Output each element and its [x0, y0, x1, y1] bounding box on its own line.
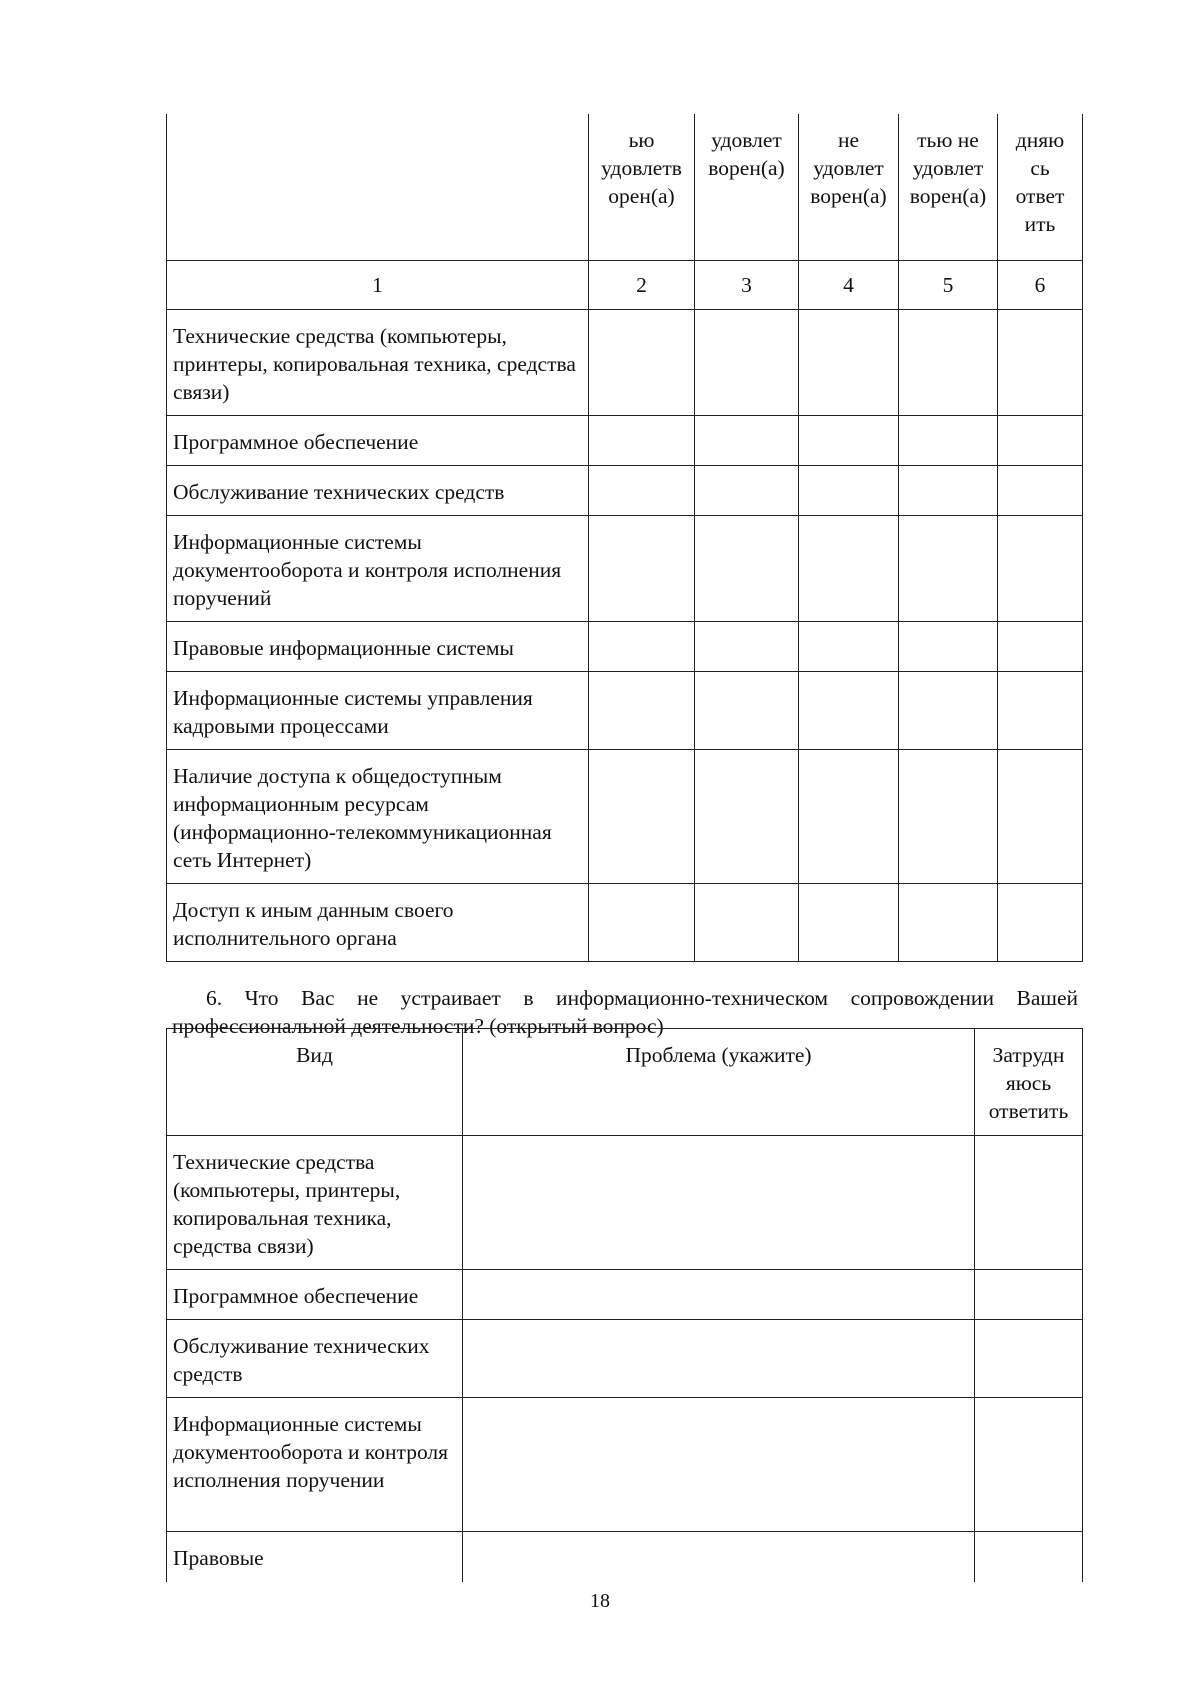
- header-cell-1: [167, 114, 589, 261]
- table-row: [167, 1532, 1083, 1582]
- table-row: [167, 1270, 1083, 1320]
- table-row: [167, 884, 1083, 962]
- answer-cell[interactable]: [695, 672, 799, 750]
- header-cell-3: удовлет ворен(а): [695, 114, 799, 261]
- answer-cell[interactable]: [799, 622, 899, 672]
- answer-cell[interactable]: [899, 416, 998, 466]
- table-row: [167, 416, 1083, 466]
- problem-input-cell[interactable]: [463, 1320, 975, 1398]
- difficult-cell[interactable]: [975, 1532, 1083, 1582]
- answer-cell[interactable]: [899, 466, 998, 516]
- answer-cell[interactable]: [695, 310, 799, 416]
- answer-cell[interactable]: [799, 516, 899, 622]
- row-label: Информационные системы управления кадровыми процессами: [167, 672, 589, 750]
- problem-input-cell[interactable]: [463, 1532, 975, 1582]
- header-cell-difficult: Затрудн яюсь ответить: [975, 1029, 1083, 1136]
- row-label: Правовые: [167, 1532, 463, 1582]
- answer-cell[interactable]: [899, 310, 998, 416]
- row-label: Технические средства (компьютеры, принтеры, копировальная техника, средства связи): [167, 310, 589, 416]
- answer-cell[interactable]: [998, 466, 1083, 516]
- table-row: [167, 516, 1083, 622]
- header-cell-6: дняю сь ответ ить: [998, 114, 1083, 261]
- answer-cell[interactable]: [799, 672, 899, 750]
- table-row: [167, 1320, 1083, 1398]
- answer-cell[interactable]: [695, 516, 799, 622]
- answer-cell[interactable]: [799, 884, 899, 962]
- table-header-row: [167, 114, 1083, 261]
- column-number: 3: [695, 261, 799, 310]
- column-number: 2: [589, 261, 695, 310]
- row-label: Обслуживание технических средств: [167, 1320, 463, 1398]
- column-number: 4: [799, 261, 899, 310]
- table-header-row: [167, 1029, 1083, 1136]
- answer-cell[interactable]: [695, 884, 799, 962]
- answer-cell[interactable]: [998, 750, 1083, 884]
- answer-cell[interactable]: [695, 416, 799, 466]
- row-label: Информационные системы документооборота и контроля исполнения поручений: [167, 516, 589, 622]
- answer-cell[interactable]: [799, 416, 899, 466]
- column-number-row: [167, 261, 1083, 310]
- answer-cell[interactable]: [799, 466, 899, 516]
- problem-input-cell[interactable]: [463, 1270, 975, 1320]
- answer-cell[interactable]: [998, 416, 1083, 466]
- problem-input-cell[interactable]: [463, 1398, 975, 1532]
- answer-cell[interactable]: [998, 672, 1083, 750]
- row-label: Программное обеспечение: [167, 416, 589, 466]
- answer-cell[interactable]: [589, 672, 695, 750]
- answer-cell[interactable]: [695, 622, 799, 672]
- column-number: 5: [899, 261, 998, 310]
- row-label: Технические средства (компьютеры, принтеры, копировальная техника, средства связи): [167, 1136, 463, 1270]
- answer-cell[interactable]: [998, 884, 1083, 962]
- table-row: [167, 672, 1083, 750]
- answer-cell[interactable]: [899, 622, 998, 672]
- row-label: Доступ к иным данным своего исполнительного органа: [167, 884, 589, 962]
- answer-cell[interactable]: [695, 466, 799, 516]
- answer-cell[interactable]: [589, 416, 695, 466]
- answer-cell[interactable]: [695, 750, 799, 884]
- header-cell-type: Вид: [167, 1029, 463, 1136]
- column-number: 1: [167, 261, 589, 310]
- table-row: [167, 466, 1083, 516]
- answer-cell[interactable]: [998, 516, 1083, 622]
- answer-cell[interactable]: [899, 750, 998, 884]
- difficult-cell[interactable]: [975, 1270, 1083, 1320]
- answer-cell[interactable]: [589, 516, 695, 622]
- column-number: 6: [998, 261, 1083, 310]
- answer-cell[interactable]: [589, 310, 695, 416]
- difficult-cell[interactable]: [975, 1136, 1083, 1270]
- header-cell-problem: Проблема (укажите): [463, 1029, 975, 1136]
- row-label: Программное обеспечение: [167, 1270, 463, 1320]
- answer-cell[interactable]: [899, 516, 998, 622]
- table-row: [167, 622, 1083, 672]
- question-6-text: 6. Что Вас не устраивает в информационно-техническом сопровождении Вашей профессиональной деятельности? (открытый вопрос): [172, 985, 1078, 1038]
- answer-cell[interactable]: [589, 466, 695, 516]
- row-label: Обслуживание технических средств: [167, 466, 589, 516]
- table-row: [167, 1136, 1083, 1270]
- page-number: 18: [590, 1590, 610, 1612]
- answer-cell[interactable]: [998, 622, 1083, 672]
- table-row: [167, 750, 1083, 884]
- header-cell-5: тью не удовлет ворен(а): [899, 114, 998, 261]
- header-cell-2: ью удовлетв орен(а): [589, 114, 695, 261]
- answer-cell[interactable]: [799, 750, 899, 884]
- header-cell-4: не удовлет ворен(а): [799, 114, 899, 261]
- answer-cell[interactable]: [589, 884, 695, 962]
- difficult-cell[interactable]: [975, 1398, 1083, 1532]
- answer-cell[interactable]: [589, 622, 695, 672]
- problem-input-cell[interactable]: [463, 1136, 975, 1270]
- answer-cell[interactable]: [589, 750, 695, 884]
- answer-cell[interactable]: [799, 310, 899, 416]
- difficult-cell[interactable]: [975, 1320, 1083, 1398]
- answer-cell[interactable]: [899, 672, 998, 750]
- answer-cell[interactable]: [998, 310, 1083, 416]
- problems-table: [166, 1028, 1083, 1582]
- table-row: [167, 310, 1083, 416]
- answer-cell[interactable]: [899, 884, 998, 962]
- row-label: Наличие доступа к общедоступным информационным ресурсам (информационно-телекоммуникационная сеть Интернет): [167, 750, 589, 884]
- row-label: Правовые информационные системы: [167, 622, 589, 672]
- table-row: [167, 1398, 1083, 1532]
- row-label: Информационные системы документооборота и контроля исполнения поручении: [167, 1398, 463, 1532]
- satisfaction-table: [166, 114, 1083, 962]
